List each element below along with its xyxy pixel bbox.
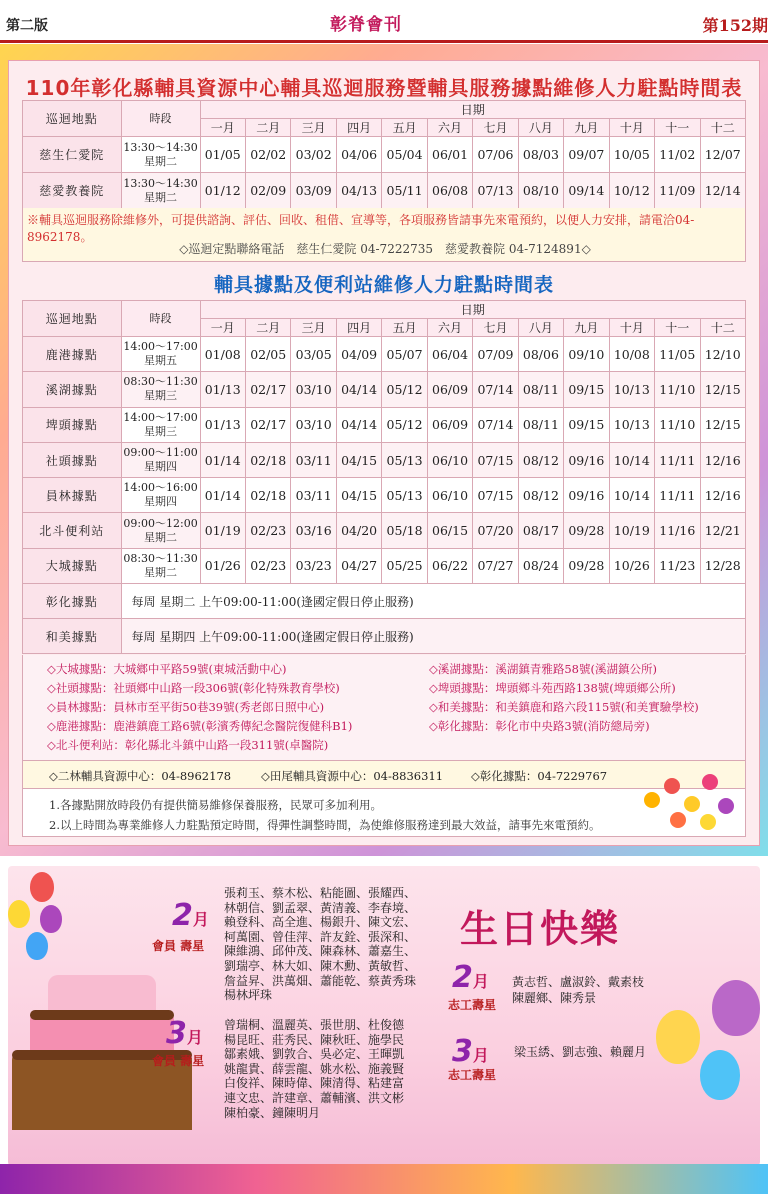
date-cell: 09/16 (564, 442, 609, 477)
mar-volunteers-label: 志工壽星 (448, 1068, 497, 1082)
date-cell: 10/26 (609, 548, 654, 583)
date-cell: 05/11 (382, 173, 427, 209)
cake-tier (48, 975, 156, 1015)
date-cell: 10/08 (609, 337, 654, 372)
weekly-row (23, 619, 746, 654)
col-date: 日期 (200, 101, 745, 119)
date-cell: 06/01 (427, 137, 472, 173)
date-cell: 05/13 (382, 442, 427, 477)
date-cell: 08/12 (518, 442, 563, 477)
month-header: 十一 (655, 319, 700, 337)
outreach-note-box (22, 208, 746, 262)
date-cell: 09/15 (564, 372, 609, 407)
date-cell: 04/13 (336, 173, 381, 209)
date-cell: 11/23 (655, 548, 700, 583)
feb-members-label: 會員 壽星 (152, 939, 205, 953)
address-item: ◇大城據點：大城鄉中平路59號(東城活動中心) (47, 662, 287, 676)
resource-center-contacts (22, 761, 746, 789)
date-cell: 08/03 (518, 137, 563, 173)
date-cell: 09/10 (564, 337, 609, 372)
col-time: 時段 (121, 301, 200, 337)
date-cell: 02/09 (245, 173, 290, 209)
date-cell: 05/13 (382, 478, 427, 513)
weekday: 星期五 (144, 354, 178, 368)
date-cell: 02/18 (245, 442, 290, 477)
month-header: 八月 (518, 319, 563, 337)
date-cell: 01/12 (200, 173, 245, 209)
date-cell: 12/10 (700, 337, 745, 372)
date-cell: 05/12 (382, 407, 427, 442)
col-location: 巡迴地點 (23, 101, 122, 137)
month-header: 四月 (336, 319, 381, 337)
row-location: 大城據點 (23, 548, 122, 583)
date-cell: 11/16 (655, 513, 700, 548)
date-cell: 11/10 (655, 372, 700, 407)
date-cell: 09/14 (564, 173, 609, 209)
birthday-bottom-bar (0, 1164, 768, 1194)
date-cell: 02/02 (245, 137, 290, 173)
date-cell: 07/14 (473, 372, 518, 407)
table-row (23, 407, 746, 442)
date-cell: 06/09 (427, 372, 472, 407)
date-cell: 02/23 (245, 513, 290, 548)
time-range: 08:30～11:30 (123, 551, 198, 565)
date-cell: 08/06 (518, 337, 563, 372)
date-cell: 04/15 (336, 478, 381, 513)
date-cell: 12/15 (700, 372, 745, 407)
month-header: 八月 (518, 119, 563, 137)
date-cell: 03/10 (291, 407, 336, 442)
note-2: 2.以上時間為專業維修人力駐點預定時間，得彈性調整時間，為使維修服務達到最大效益，請事先來電預約。 (49, 818, 601, 832)
mar-volunteers-names: 梁玉綉、劉志強、賴麗月 (514, 1045, 647, 1059)
date-cell: 04/09 (336, 337, 381, 372)
date-cell: 05/18 (382, 513, 427, 548)
weekday: 星期四 (144, 460, 178, 474)
time-range: 08:30～11:30 (123, 375, 198, 389)
month-header: 六月 (427, 119, 472, 137)
time-range: 14:00～17:00 (123, 340, 198, 354)
date-cell: 02/17 (245, 372, 290, 407)
address-item: ◇溪湖據點：溪湖鎮青雅路58號(溪湖鎮公所) (429, 662, 657, 676)
time-range: 09:00～11:00 (123, 446, 198, 460)
time-range: 09:00～12:00 (123, 516, 198, 530)
date-cell: 11/09 (655, 173, 700, 209)
row-time (121, 137, 200, 173)
date-cell: 04/14 (336, 407, 381, 442)
date-cell: 08/24 (518, 548, 563, 583)
date-cell: 03/16 (291, 513, 336, 548)
table-row (23, 442, 746, 477)
row-location: 鹿港據點 (23, 337, 122, 372)
date-cell: 12/28 (700, 548, 745, 583)
date-cell: 10/13 (609, 372, 654, 407)
date-cell: 03/10 (291, 372, 336, 407)
table1-title: 110年彰化縣輔具資源中心輔具巡迴服務暨輔具服務據點維修人力駐點時間表 (25, 76, 743, 100)
row-time (121, 442, 200, 477)
row-time (121, 173, 200, 209)
date-cell: 04/06 (336, 137, 381, 173)
row-location: 溪湖據點 (23, 372, 122, 407)
date-cell: 08/12 (518, 478, 563, 513)
weekday: 星期四 (144, 495, 178, 509)
outreach-note: ※輔具巡迴服務除維修外，可提供諮詢、評估、回收、租借、宣導等，各項服務皆請事先來電預約，以便人力安排，請電洽04-8962178。 (27, 213, 695, 244)
date-cell: 07/09 (473, 337, 518, 372)
date-cell: 12/15 (700, 407, 745, 442)
month-header: 十月 (609, 319, 654, 337)
weekly-text: 每周 星期四 上午09:00-11:00(逢國定假日停止服務) (121, 619, 745, 654)
date-cell: 01/13 (200, 407, 245, 442)
date-cell: 05/25 (382, 548, 427, 583)
month-header: 五月 (382, 119, 427, 137)
date-cell: 10/14 (609, 478, 654, 513)
month-header: 五月 (382, 319, 427, 337)
col-location: 巡迴地點 (23, 301, 122, 337)
balloon-icon (30, 872, 54, 902)
date-cell: 01/14 (200, 442, 245, 477)
time-range: 14:00～16:00 (123, 481, 198, 495)
month-header: 一月 (200, 319, 245, 337)
table-row (23, 478, 746, 513)
feb-members-month: 2月 (172, 898, 209, 933)
row-time (121, 513, 200, 548)
date-cell: 06/10 (427, 442, 472, 477)
mar-volunteers-month: 3月 (452, 1034, 489, 1069)
month-header: 七月 (473, 119, 518, 137)
row-time (121, 337, 200, 372)
date-cell: 07/06 (473, 137, 518, 173)
table-row (23, 372, 746, 407)
balloon-icon (8, 900, 30, 928)
publication-title: 彰脊會刊 (330, 15, 402, 35)
row-time (121, 372, 200, 407)
date-cell: 10/13 (609, 407, 654, 442)
month-header: 一月 (200, 119, 245, 137)
address-item: ◇彰化據點：彰化市中央路3號(消防總局旁) (429, 719, 650, 733)
month-header: 四月 (336, 119, 381, 137)
page-header (0, 0, 768, 44)
date-cell: 11/05 (655, 337, 700, 372)
date-cell: 03/23 (291, 548, 336, 583)
col-date: 日期 (200, 301, 745, 319)
date-cell: 10/14 (609, 442, 654, 477)
row-location: 埤頭據點 (23, 407, 122, 442)
time-range: 13:30～14:30 (123, 176, 198, 190)
feb-volunteers-month: 2月 (452, 960, 489, 995)
date-cell: 04/14 (336, 372, 381, 407)
date-cell: 03/11 (291, 478, 336, 513)
mar-members-names: 曾瑞桐、溫麗英、張世朋、杜俊德 楊昆旺、莊秀民、陳秋旺、施學民 鄒素娥、劉敦合、吳必定、王暉凱 姚龍貴、薛雲龍、姚水松、施義賢 白俊祥、陳時偉、陳清得、粘建富 連文忠、許建章、蕭輔濱、洪文彬 陳柏豪、鐘陳明月 (224, 1018, 405, 1120)
month-header: 三月 (291, 119, 336, 137)
date-cell: 06/09 (427, 407, 472, 442)
table2-title: 輔具據點及便利站維修人力駐點時間表 (213, 274, 554, 296)
table-row (23, 337, 746, 372)
edition-label: 第二版 (6, 18, 48, 34)
date-cell: 07/14 (473, 407, 518, 442)
address-item: ◇和美據點：和美鎮鹿和路六段115號(和美實驗學校) (429, 700, 699, 714)
time-range: 14:00～17:00 (123, 410, 198, 424)
cake-icing (30, 1010, 174, 1020)
row-location: 和美據點 (23, 619, 122, 654)
feb-members-names: 張莉玉、蔡木松、粘能圖、張耀西、 林朝信、劉孟翠、黃清義、李春境、 賴登科、高全進、楊銀升、陳文宏、 柯萬園、曾佳萍、許友銓、張深和、 陳維鴻、邱仲茂、陳森林、蕭嘉生、 劉瑞亭、林大如、陳木勳、黃敏哲、 詹益昇、洪萬畑、蕭能乾、蔡黃秀珠 楊林坪珠 (224, 886, 417, 1003)
date-cell: 10/12 (609, 173, 654, 209)
mar-members-label: 會員 壽星 (152, 1054, 205, 1068)
month-header: 九月 (564, 119, 609, 137)
row-location: 員林據點 (23, 478, 122, 513)
date-cell: 09/16 (564, 478, 609, 513)
date-cell: 06/15 (427, 513, 472, 548)
address-item: ◇員林據點：員林市至平街50巷39號(秀老郎日照中心) (47, 700, 325, 714)
address-item: ◇埤頭據點：埤頭鄉斗苑西路138號(埤頭鄉公所) (429, 681, 676, 695)
contact-erlin: ◇二林輔具資源中心：04-8962178 (49, 769, 232, 783)
issue-number: 第152期 (702, 16, 768, 35)
month-header: 七月 (473, 319, 518, 337)
date-cell: 08/11 (518, 407, 563, 442)
date-cell: 10/19 (609, 513, 654, 548)
balloon-icon (656, 1010, 700, 1064)
month-header: 十一 (655, 119, 700, 137)
address-item: ◇北斗便利站：彰化縣北斗鎮中山路一段311號(卓醫院) (47, 738, 329, 752)
weekday: 星期二 (144, 190, 178, 204)
date-cell: 12/14 (700, 173, 745, 209)
month-header: 九月 (564, 319, 609, 337)
col-time: 時段 (121, 101, 200, 137)
table-row (23, 173, 746, 209)
row-location: 北斗便利站 (23, 513, 122, 548)
date-cell: 03/05 (291, 337, 336, 372)
date-cell: 01/14 (200, 478, 245, 513)
weekday: 星期二 (144, 154, 178, 168)
date-cell: 01/05 (200, 137, 245, 173)
weekday: 星期二 (144, 565, 178, 579)
weekly-row (23, 584, 746, 619)
row-location: 社頭據點 (23, 442, 122, 477)
date-cell: 05/12 (382, 372, 427, 407)
month-header: 六月 (427, 319, 472, 337)
date-cell: 12/07 (700, 137, 745, 173)
date-cell: 12/21 (700, 513, 745, 548)
balloon-icon (26, 932, 48, 960)
date-cell: 09/28 (564, 513, 609, 548)
outreach-schedule-table (22, 100, 746, 209)
month-header: 二月 (245, 319, 290, 337)
date-cell: 09/15 (564, 407, 609, 442)
date-cell: 09/28 (564, 548, 609, 583)
row-location: 彰化據點 (23, 584, 122, 619)
month-header: 十二 (700, 319, 745, 337)
weekly-text: 每周 星期二 上午09:00-11:00(逢國定假日停止服務) (121, 584, 745, 619)
balloon-icon (40, 905, 62, 933)
schedule-notes (22, 789, 746, 837)
row-time (121, 407, 200, 442)
header-rule (0, 40, 768, 43)
month-header: 二月 (245, 119, 290, 137)
date-cell: 01/26 (200, 548, 245, 583)
date-cell: 11/11 (655, 442, 700, 477)
date-cell: 05/04 (382, 137, 427, 173)
date-cell: 11/02 (655, 137, 700, 173)
month-header: 三月 (291, 319, 336, 337)
date-cell: 08/17 (518, 513, 563, 548)
date-cell: 12/16 (700, 442, 745, 477)
address-box (22, 655, 746, 761)
date-cell: 04/27 (336, 548, 381, 583)
date-cell: 03/11 (291, 442, 336, 477)
balloon-icon (712, 980, 760, 1036)
weekday: 星期三 (144, 389, 178, 403)
date-cell: 02/23 (245, 548, 290, 583)
contact-changhua: ◇彰化據點：04-7229767 (471, 769, 608, 783)
date-cell: 06/08 (427, 173, 472, 209)
date-cell: 02/18 (245, 478, 290, 513)
date-cell: 09/07 (564, 137, 609, 173)
address-item: ◇鹿港據點：鹿港鎮鹿工路6號(彰濱秀傳紀念醫院復健科B1) (47, 719, 353, 733)
date-cell: 05/07 (382, 337, 427, 372)
date-cell: 11/10 (655, 407, 700, 442)
flower-decoration (640, 772, 740, 836)
date-cell: 03/02 (291, 137, 336, 173)
date-cell: 10/05 (609, 137, 654, 173)
date-cell: 04/15 (336, 442, 381, 477)
note-1: 1.各據點開放時段仍有提供簡易維修保養服務，民眾可多加利用。 (49, 798, 382, 812)
date-cell: 11/11 (655, 478, 700, 513)
row-location: 慈愛教養院 (23, 173, 122, 209)
balloon-icon (700, 1050, 740, 1100)
mar-members-month: 3月 (166, 1016, 203, 1051)
happy-birthday-heading: 生日快樂 (460, 906, 621, 951)
station-schedule-table (22, 300, 746, 654)
table-row (23, 513, 746, 548)
date-cell: 02/05 (245, 337, 290, 372)
weekday: 星期三 (144, 424, 178, 438)
outreach-contact: ◇巡迴定點聯絡電話 慈生仁愛院 04-7222735 慈愛教養院 04-7124891◇ (179, 242, 591, 256)
table-row (23, 548, 746, 583)
date-cell: 06/04 (427, 337, 472, 372)
date-cell: 07/20 (473, 513, 518, 548)
date-cell: 04/20 (336, 513, 381, 548)
date-cell: 06/22 (427, 548, 472, 583)
time-range: 13:30～14:30 (123, 140, 198, 154)
date-cell: 01/13 (200, 372, 245, 407)
date-cell: 12/16 (700, 478, 745, 513)
date-cell: 07/27 (473, 548, 518, 583)
address-item: ◇社頭據點：社頭鄉中山路一段306號(彰化特殊教育學校) (47, 681, 340, 695)
contact-tianwei: ◇田尾輔具資源中心：04-8836311 (261, 769, 444, 783)
date-cell: 07/13 (473, 173, 518, 209)
date-cell: 06/10 (427, 478, 472, 513)
row-time (121, 478, 200, 513)
feb-volunteers-label: 志工壽星 (448, 998, 497, 1012)
date-cell: 08/10 (518, 173, 563, 209)
feb-volunteers-names: 黃志哲、盧淑鈴、戴素枝 陳麗鄉、陳秀景 (512, 975, 645, 1005)
table-row (23, 137, 746, 173)
date-cell: 07/15 (473, 478, 518, 513)
month-header: 十二 (700, 119, 745, 137)
date-cell: 01/08 (200, 337, 245, 372)
date-cell: 08/11 (518, 372, 563, 407)
date-cell: 03/09 (291, 173, 336, 209)
row-time (121, 548, 200, 583)
date-cell: 02/17 (245, 407, 290, 442)
row-location: 慈生仁愛院 (23, 137, 122, 173)
month-header: 十月 (609, 119, 654, 137)
weekday: 星期二 (144, 530, 178, 544)
date-cell: 01/19 (200, 513, 245, 548)
date-cell: 07/15 (473, 442, 518, 477)
